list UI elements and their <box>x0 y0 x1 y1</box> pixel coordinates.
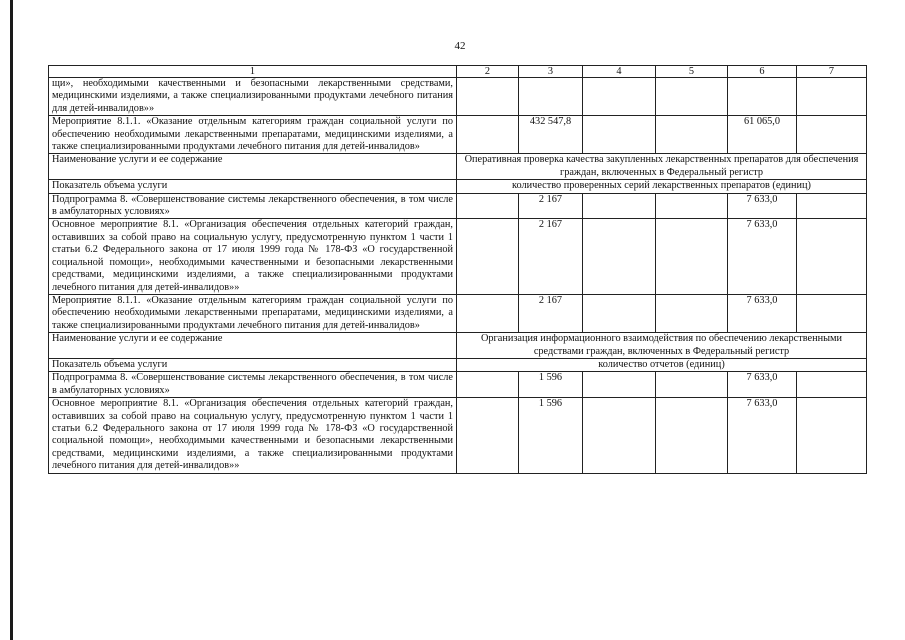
row-description: Мероприятие 8.1.1. «Оказание отдельным категориям граждан социальной услуги по обеспечению необходимыми лекарственными препаратами, медицинскими изделиями, а также специализированными продуктами лечебного питания для детей-инвалидов» <box>49 294 457 332</box>
header-cell: 1 <box>49 66 457 78</box>
service-row <box>49 180 867 193</box>
cell-col4 <box>583 219 656 294</box>
budget-table <box>48 65 867 474</box>
cell-col4 <box>583 372 656 398</box>
header-cell: 6 <box>728 66 797 78</box>
cell-col3-value: 2 167 <box>519 219 583 294</box>
cell-col6-value: 7 633,0 <box>728 372 797 398</box>
table-row <box>49 193 867 219</box>
service-label: Наименование услуги и ее содержание <box>49 333 457 359</box>
cell-col2 <box>457 372 519 398</box>
cell-col4 <box>583 193 656 219</box>
cell-col6-value: 7 633,0 <box>728 193 797 219</box>
table-row <box>49 372 867 398</box>
cell-col7 <box>797 294 867 332</box>
cell-col6-value: 7 633,0 <box>728 219 797 294</box>
cell-col7 <box>797 193 867 219</box>
cell-col2 <box>457 193 519 219</box>
cell-col2 <box>457 398 519 473</box>
service-value: количество отчетов (единиц) <box>457 358 867 371</box>
cell-col6-value: 61 065,0 <box>728 116 797 154</box>
service-value: количество проверенных серий лекарственных препаратов (единиц) <box>457 180 867 193</box>
cell-col3-value <box>519 78 583 116</box>
table-row <box>49 219 867 294</box>
cell-col5 <box>656 294 728 332</box>
cell-col5 <box>656 193 728 219</box>
cell-col6-value <box>728 78 797 116</box>
header-cell: 7 <box>797 66 867 78</box>
service-label: Показатель объема услуги <box>49 358 457 371</box>
cell-col5 <box>656 398 728 473</box>
cell-col3-value: 2 167 <box>519 294 583 332</box>
cell-col5 <box>656 219 728 294</box>
cell-col4 <box>583 78 656 116</box>
service-label: Показатель объема услуги <box>49 180 457 193</box>
table-row <box>49 78 867 116</box>
row-description: Подпрограмма 8. «Совершенствование системы лекарственного обеспечения, в том числе в амбулаторных условиях» <box>49 372 457 398</box>
cell-col6-value: 7 633,0 <box>728 398 797 473</box>
header-cell: 4 <box>583 66 656 78</box>
row-description: Основное мероприятие 8.1. «Организация обеспечения отдельных категорий граждан, оставивших за собой право на социальную услугу, предусмотренную пунктом 1 части 1 статьи 6.2 Федерального закона от 17 июля 1999 года № 178-ФЗ «О государственной социальной помощи», необходимыми качественными и безопасными лекарственными средствами, медицинскими изделиями, а также специализированными продуктами лечебного питания для детей-инвалидов»» <box>49 398 457 473</box>
cell-col6-value: 7 633,0 <box>728 294 797 332</box>
cell-col3-value: 432 547,8 <box>519 116 583 154</box>
service-value: Оперативная проверка качества закупленных лекарственных препаратов для обеспечения граждан, включенных в Федеральный регистр <box>457 154 867 180</box>
cell-col3-value: 1 596 <box>519 398 583 473</box>
cell-col5 <box>656 372 728 398</box>
cell-col4 <box>583 294 656 332</box>
cell-col2 <box>457 116 519 154</box>
cell-col3-value: 2 167 <box>519 193 583 219</box>
cell-col2 <box>457 219 519 294</box>
row-description: Основное мероприятие 8.1. «Организация обеспечения отдельных категорий граждан, оставивших за собой право на социальную услугу, предусмотренную пунктом 1 части 1 статьи 6.2 Федерального закона от 17 июля 1999 года № 178-ФЗ «О государственной социальной помощи», необходимыми качественными и безопасными лекарственными средствами, медицинскими изделиями, а также специализированными продуктами лечебного питания для детей-инвалидов»» <box>49 219 457 294</box>
service-row <box>49 358 867 371</box>
service-label: Наименование услуги и ее содержание <box>49 154 457 180</box>
table-row <box>49 116 867 154</box>
cell-col2 <box>457 294 519 332</box>
cell-col5 <box>656 116 728 154</box>
header-cell: 3 <box>519 66 583 78</box>
page-number: 42 <box>454 40 466 52</box>
service-row <box>49 154 867 180</box>
cell-col3-value: 1 596 <box>519 372 583 398</box>
header-cell: 2 <box>457 66 519 78</box>
header-cell: 5 <box>656 66 728 78</box>
cell-col7 <box>797 219 867 294</box>
cell-col2 <box>457 78 519 116</box>
table-row <box>49 398 867 473</box>
row-description: Мероприятие 8.1.1. «Оказание отдельным категориям граждан социальной услуги по обеспечению необходимыми лекарственными препаратами, медицинскими изделиями, а также специализированными продуктами лечебного питания для детей-инвалидов» <box>49 116 457 154</box>
row-description: щи», необходимыми качественными и безопасными лекарственными средствами, медицинскими изделиями, а также специализированными продуктами лечебного питания для детей-инвалидов»» <box>49 78 457 116</box>
cell-col4 <box>583 398 656 473</box>
row-description: Подпрограмма 8. «Совершенствование системы лекарственного обеспечения, в том числе в амбулаторных условиях» <box>49 193 457 219</box>
cell-col7 <box>797 398 867 473</box>
service-value: Организация информационного взаимодействия по обеспечению лекарственными средствами граждан, включенных в Федеральный регистр <box>457 333 867 359</box>
cell-col7 <box>797 116 867 154</box>
service-row <box>49 333 867 359</box>
cell-col7 <box>797 372 867 398</box>
cell-col4 <box>583 116 656 154</box>
header-row <box>49 66 867 78</box>
cell-col5 <box>656 78 728 116</box>
cell-col7 <box>797 78 867 116</box>
page-edge-bar <box>10 0 13 640</box>
table-row <box>49 294 867 332</box>
